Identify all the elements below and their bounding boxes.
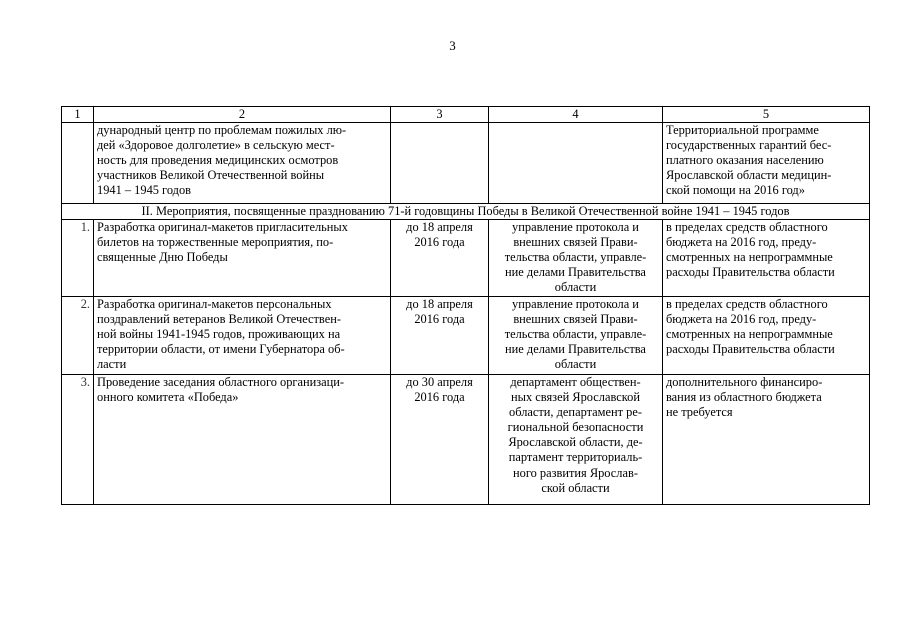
header-col-5: 5 <box>663 107 870 123</box>
cell-line: ние делами Правительства <box>505 342 646 357</box>
section-title-row <box>62 204 870 220</box>
cell-line: территории области, от имени Губернатора об- <box>97 342 345 357</box>
cell-line: ласти <box>97 357 127 372</box>
cell-line: управление протокола и <box>512 220 639 234</box>
cell-line: тельства области, управле- <box>504 327 647 342</box>
cell-line: дей «Здоровое долголетие» в сельскую мест- <box>97 138 335 153</box>
cell-line: бюджета на 2016 год, преду- <box>666 312 817 327</box>
cell-line: до 30 апреля <box>406 375 473 389</box>
cell-line: расходы Правительства области <box>666 342 835 357</box>
continuation-num-cell <box>62 123 94 204</box>
cell-line: расходы Правительства области <box>666 265 835 280</box>
cell-line: до 18 апреля <box>406 220 473 234</box>
cell-line: области <box>554 357 597 372</box>
cell-line: Разработка оригинал-макетов пригласительных <box>97 220 348 234</box>
cell-line: внешних связей Прави- <box>513 312 638 327</box>
cell-line: ние делами Правительства <box>505 265 646 280</box>
row-funding <box>663 375 870 505</box>
table-row <box>62 375 870 505</box>
cell-line: священные Дню Победы <box>97 250 228 265</box>
cell-line: 2016 года <box>414 235 465 250</box>
cell-line: не требуется <box>666 405 733 420</box>
cell-line: в пределах средств областного <box>666 220 828 234</box>
table-row <box>62 297 870 375</box>
table-header-row <box>62 107 870 123</box>
header-col-2: 2 <box>94 107 391 123</box>
cell-line: билетов на торжественные мероприятия, по- <box>97 235 334 250</box>
row-description <box>94 220 391 297</box>
row-number: 1. <box>62 220 94 297</box>
cell-line: 2016 года <box>414 312 465 327</box>
row-number: 2. <box>62 297 94 375</box>
cell-line: смотренных на непрограммные <box>666 327 833 342</box>
header-col-4: 4 <box>489 107 663 123</box>
row-number: 3. <box>62 375 94 505</box>
cell-line: Разработка оригинал-макетов персональных <box>97 297 332 311</box>
cell-line: смотренных на непрограммные <box>666 250 833 265</box>
cell-line: бюджета на 2016 год, преду- <box>666 235 817 250</box>
row-deadline <box>391 220 489 297</box>
cell-line: платного оказания населению <box>666 153 824 168</box>
continuation-row <box>62 123 870 204</box>
cell-line: онного комитета «Победа» <box>97 390 239 405</box>
row-responsible <box>489 297 663 375</box>
cell-line: 2016 года <box>414 390 465 405</box>
cell-line: в пределах средств областного <box>666 297 828 311</box>
cell-line: области <box>554 280 597 295</box>
cell-line: ных связей Ярославской <box>511 390 640 405</box>
cell-line: вания из областного бюджета <box>666 390 822 405</box>
cell-line: департамент обществен- <box>510 375 641 389</box>
measures-table <box>61 106 870 505</box>
page-number: 3 <box>449 38 456 53</box>
cell-line: внешних связей Прави- <box>513 235 638 250</box>
cell-line: тельства области, управле- <box>504 250 647 265</box>
cell-line: ность для проведения медицинских осмотров <box>97 153 339 168</box>
row-description <box>94 297 391 375</box>
header-col-1: 1 <box>62 107 94 123</box>
cell-line: 1941 – 1945 годов <box>97 183 192 198</box>
cell-line: партамент территориаль- <box>508 450 643 465</box>
cell-line: ной войны 1941-1945 годов, проживающих на <box>97 327 341 342</box>
cell-line: государственных гарантий бес- <box>666 138 832 153</box>
continuation-responsible-cell <box>489 123 663 204</box>
row-responsible <box>489 220 663 297</box>
row-funding <box>663 220 870 297</box>
cell-line: ской помощи на 2016 год» <box>666 183 805 198</box>
continuation-funding-cell <box>663 123 870 204</box>
cell-line: до 18 апреля <box>406 297 473 311</box>
cell-line: управление протокола и <box>512 297 639 311</box>
row-description <box>94 375 391 505</box>
cell-line: Территориальной программе <box>666 123 819 137</box>
row-deadline <box>391 297 489 375</box>
cell-line: ской области <box>541 480 610 495</box>
section-title: II. Мероприятия, посвященные празднованию 71-й годовщины Победы в Великой Отечественной войне 1941 – 1945 годов <box>62 204 870 220</box>
row-responsible <box>489 375 663 505</box>
cell-line: области, департамент ре- <box>509 405 642 420</box>
cell-line: ного развития Ярослав- <box>513 465 638 480</box>
cell-line: участников Великой Отечественной войны <box>97 168 325 183</box>
header-col-3: 3 <box>391 107 489 123</box>
continuation-deadline-cell <box>391 123 489 204</box>
cell-line: дународный центр по проблемам пожилых лю- <box>97 123 347 137</box>
table-row <box>62 220 870 297</box>
cell-line: Ярославской области медицин- <box>666 168 832 183</box>
cell-line: гиональной безопасности <box>507 420 644 435</box>
cell-line: дополнительного финансиро- <box>666 375 823 389</box>
cell-line: Ярославской области, де- <box>508 435 643 450</box>
continuation-description-cell <box>94 123 391 204</box>
cell-line: Проведение заседания областного организаци- <box>97 375 345 389</box>
row-funding <box>663 297 870 375</box>
row-deadline <box>391 375 489 505</box>
cell-line: поздравлений ветеранов Великой Отечествен- <box>97 312 341 327</box>
